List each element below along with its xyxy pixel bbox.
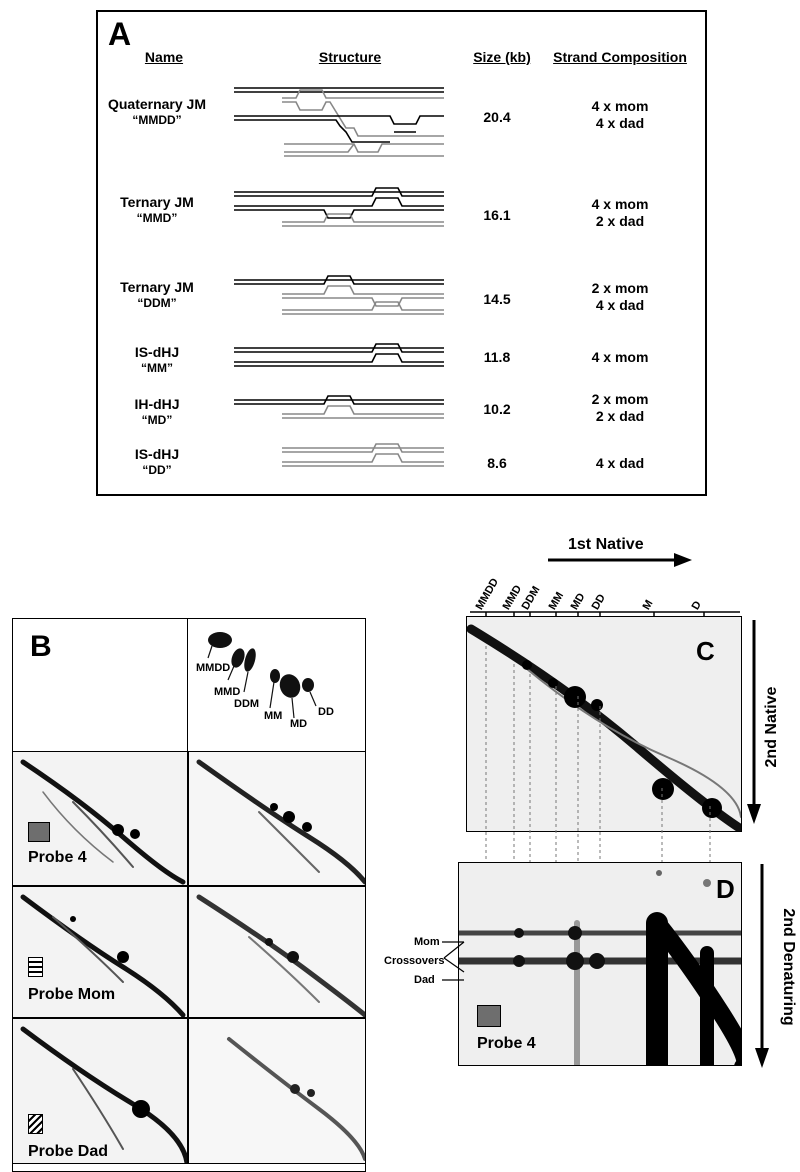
row-comp-5 <box>555 391 685 425</box>
row-comp-2a: 4 x mom <box>591 196 649 212</box>
first-native-arrow-icon <box>546 550 696 570</box>
spot-md <box>276 671 303 700</box>
lane-label-md: MD <box>568 591 588 612</box>
band-label-crossovers: Crossovers <box>384 955 445 967</box>
row-name-4: IS-dHJ <box>134 344 180 360</box>
row-abbr-2: “MMD” <box>136 211 178 225</box>
spot-dd <box>302 678 314 692</box>
probe-4-box-icon <box>28 822 50 842</box>
lane-label-ddm: DDM <box>519 584 543 612</box>
header-name: Name <box>144 49 184 65</box>
spot-mmdd <box>208 632 232 648</box>
gel-b-mom-right <box>188 886 366 1018</box>
first-native-label: 1st Native <box>568 536 644 553</box>
panel-a-letter: A <box>108 16 132 52</box>
lane-label-mmd: MMD <box>500 583 525 612</box>
probe-4-d-label: Probe 4 <box>477 1035 536 1052</box>
lane-label-m: M <box>640 598 656 612</box>
row-comp-1a: 4 x mom <box>591 98 649 114</box>
row-name-5: IH-dHJ <box>134 396 180 412</box>
row-comp-1b: 4 x dad <box>595 115 645 131</box>
lane-label-dd: DD <box>589 592 608 612</box>
lane-label-mm: MM <box>546 590 567 612</box>
row-name-6: IS-dHJ <box>134 446 180 462</box>
second-native-arrow-icon <box>746 618 762 828</box>
lane-label-d: D <box>689 599 704 612</box>
schematic-label-ddm: DDM <box>234 698 260 710</box>
probe-mom-stripe-icon <box>28 957 43 977</box>
row-abbr-6: “DD” <box>142 463 172 477</box>
row-comp-6a: 4 x dad <box>595 455 645 471</box>
header-size: Size (kb) <box>473 49 531 65</box>
row-name-1: Quaternary JM <box>107 96 207 112</box>
row-comp-6 <box>555 455 685 472</box>
schematic-label-dd: DD <box>318 706 334 718</box>
gel-b-probe4-right <box>188 751 366 886</box>
panel-b-letter: B <box>30 630 52 663</box>
row-comp-3 <box>555 280 685 314</box>
row-comp-5b: 2 x dad <box>595 408 645 424</box>
spot-ddm <box>242 647 258 673</box>
header-structure: Structure <box>318 49 382 65</box>
row-size-1: 20.4 <box>483 109 511 125</box>
row-comp-1 <box>555 98 685 132</box>
panel-d-letter: D <box>716 874 735 904</box>
band-label-pointers <box>442 930 466 990</box>
gel-b-dad-right <box>188 1018 366 1164</box>
schematic-label-mmd: MMD <box>214 686 241 698</box>
row-comp-2 <box>555 196 685 230</box>
structure-dd <box>282 444 444 466</box>
row-name-2: Ternary JM <box>120 194 194 210</box>
row-size-3: 14.5 <box>483 291 511 307</box>
probe-dad-hatch-icon <box>28 1114 43 1134</box>
row-comp-4 <box>555 349 685 366</box>
structure-mmd <box>234 188 444 226</box>
structure-md <box>234 396 444 418</box>
row-abbr-1: “MMDD” <box>132 113 182 127</box>
lane-label-mmdd: MMDD <box>473 576 502 612</box>
second-denaturing-arrow-icon <box>754 862 770 1072</box>
second-denaturing-label: 2nd Denaturing <box>780 908 797 1026</box>
row-size-4: 11.8 <box>483 349 511 365</box>
row-comp-4a: 4 x mom <box>591 349 649 365</box>
row-name-3: Ternary JM <box>120 279 194 295</box>
structures-diagram <box>228 80 450 480</box>
dashed-lane-connectors <box>466 616 742 876</box>
header-composition: Strand Composition <box>553 49 687 65</box>
band-label-dad: Dad <box>414 974 435 986</box>
row-size-5: 10.2 <box>483 401 511 417</box>
schematic-label-mm: MM <box>264 710 283 722</box>
schematic-label-md: MD <box>290 718 308 730</box>
row-abbr-4: “MM” <box>141 361 173 375</box>
probe-dad-label: Probe Dad <box>28 1143 109 1160</box>
probe-4-label: Probe 4 <box>28 849 87 866</box>
row-comp-2b: 2 x dad <box>595 213 645 229</box>
probe-4-d-box-icon <box>477 1005 501 1027</box>
row-size-6: 8.6 <box>487 455 507 471</box>
structure-ddm <box>234 276 444 314</box>
spot-mm <box>270 669 280 683</box>
probe-mom-label: Probe Mom <box>28 986 116 1003</box>
row-comp-5a: 2 x mom <box>591 391 649 407</box>
row-abbr-3: “DDM” <box>137 296 177 310</box>
structure-mmdd <box>234 88 444 156</box>
row-comp-3a: 2 x mom <box>591 280 649 296</box>
row-abbr-5: “MD” <box>141 413 173 427</box>
panel-c-letter: C <box>696 636 715 666</box>
structure-mm <box>234 344 444 366</box>
panel-b-schematic <box>190 620 364 750</box>
row-comp-3b: 4 x dad <box>595 297 645 313</box>
row-size-2: 16.1 <box>483 207 511 223</box>
band-label-mom: Mom <box>414 936 440 948</box>
second-native-label: 2nd Native <box>763 686 780 768</box>
schematic-label-mmdd: MMDD <box>196 662 231 674</box>
